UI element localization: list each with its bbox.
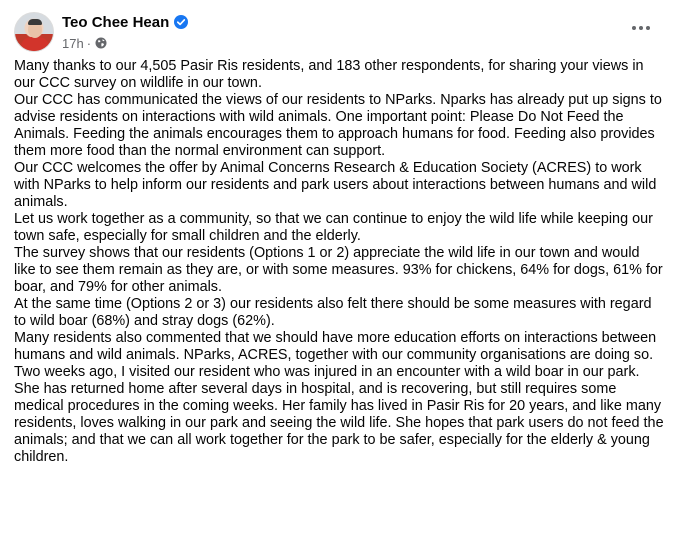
more-horizontal-icon [639,26,643,30]
more-options-button[interactable] [628,18,654,38]
avatar-shirt [21,37,49,52]
avatar-hair [28,19,42,25]
verified-badge-icon [174,15,188,29]
author-name[interactable]: Teo Chee Hean [62,13,170,31]
post-paragraph: Two weeks ago, I visited our resident who was injured in an encounter with a wild boar in our park. She has returned home after several days in hospital, and is recovering, but still requires some medical procedures in the coming weeks. Her family has lived in Pasir Ris for 20 years, and like many residents, loves walking in our park and seeing the wild life. She hopes that park users do not feed the animals; and that we can all work together for the park to be safer, especially for the elderly & young children. [14,364,664,465]
post-paragraph: Our CCC has communicated the views of our residents to NParks. Nparks has already put up signs to advise residents on interactions with wild animals. One important point: Please Do Not Feed the Animals. Feeding the animals encourages them to approach humans for food. Feeding also provides them more food than the normal environment can support. [14,92,662,159]
post-paragraph: At the same time (Options 2 or 3) our residents also felt there should be some measures with regard to wild boar (68%) and stray dogs (62%). [14,296,652,329]
post-header [14,8,660,52]
post-paragraph: Let us work together as a community, so that we can continue to enjoy the wild life while keeping our town safe, especially for small children and the elderly. [14,211,653,244]
meta-separator: · [86,35,92,51]
post-timestamp[interactable]: 17h [62,35,84,51]
more-horizontal-icon [632,26,636,30]
post-paragraph: Many residents also commented that we should have more education efforts on interactions between humans and wild animals. NParks, ACRES, together with our community organisations are doing so. [14,330,657,363]
post-paragraph: The survey shows that our residents (Options 1 or 2) appreciate the wild life in our town and would like to see them remain as they are, or with some measures. 93% for chickens, 64% for dogs, 61% for boar, and 79% for other animals. [14,245,663,295]
post-paragraph: Many thanks to our 4,505 Pasir Ris residents, and 183 other respondents, for sharing your views in our CCC survey on wildlife in our town. [14,58,644,91]
post-text [14,58,664,466]
globe-icon[interactable] [95,37,107,49]
more-horizontal-icon [646,26,650,30]
author-avatar[interactable] [14,12,54,52]
post-paragraph: Our CCC welcomes the offer by Animal Concerns Research & Education Society (ACRES) to work with NParks to help inform our residents and park users about interactions between humans and wild animals. [14,160,657,210]
post-meta [62,35,107,51]
author-name-row [62,12,188,32]
